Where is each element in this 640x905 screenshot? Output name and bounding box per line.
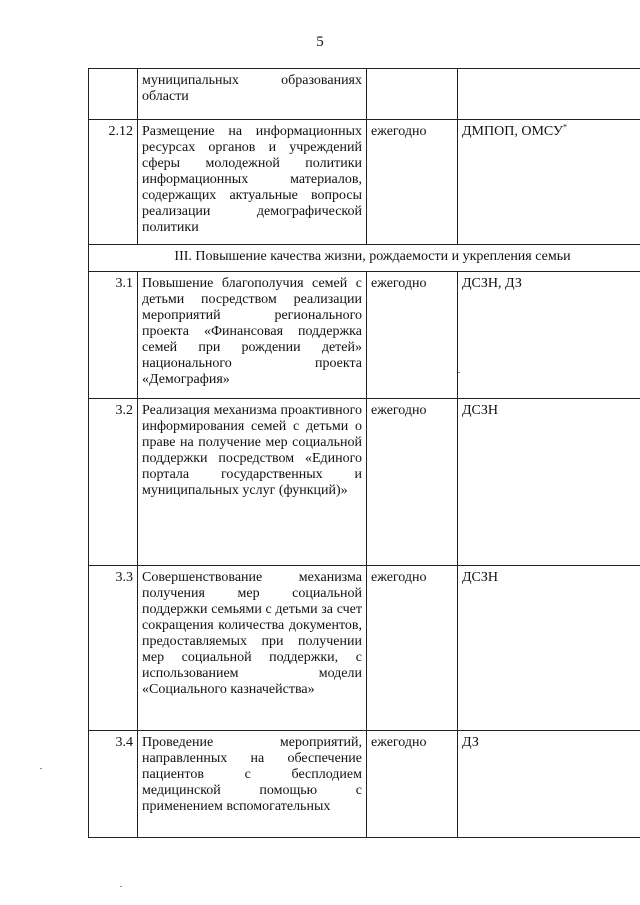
row-action: муниципальных образованиях области [138,69,367,120]
table-row [89,566,640,731]
row-number: 3.4 [89,731,138,838]
row-action: Размещение на информационных ресурсах органов и учреждений сферы молодежной политики информационных материалов, содержащих актуальные вопросы реализации демографической политики [138,120,367,245]
table-row [89,399,640,566]
table-row [89,731,640,838]
row-executor: ДСЗН [458,399,640,566]
row-executor: ДСЗН, ДЗ [458,272,640,399]
row-executor [458,120,640,245]
scan-speck [40,768,42,769]
page-number: 5 [316,34,324,50]
row-executor: ДЗ [458,731,640,838]
row-action: Проведение мероприятий, направленных на обеспечение пациентов с бесплодием медицинской помощью с применением вспомогательных [138,731,367,838]
row-number: 3.1 [89,272,138,399]
row-number: 3.2 [89,399,138,566]
table-row [89,120,640,245]
row-number: 3.3 [89,566,138,731]
scan-speck [120,886,122,887]
row-number: 2.12 [89,120,138,245]
footnote-mark: * [562,122,567,132]
table-row [89,69,640,120]
row-term: ежегодно [367,566,458,731]
table-row [89,272,640,399]
row-term [367,69,458,120]
section-title: III. Повышение качества жизни, рождаемости и укрепления семьи [89,245,640,272]
section-row [89,245,640,272]
row-executor: ДСЗН [458,566,640,731]
row-term: ежегодно [367,272,458,399]
row-term: ежегодно [367,731,458,838]
row-number [89,69,138,120]
row-action: Совершенствование механизма получения мер социальной поддержки семьями с детьми за счет сокращения количества документов, предоставляемых при получении мер социальной поддержки, с использованием модели «Социального казначейства» [138,566,367,731]
row-executor-text: ДМПОП, ОМСУ [462,124,563,139]
row-action: Повышение благополучия семей с детьми посредством реализации мероприятий регионального проекта «Финансовая поддержка семей при рождении детей» национального проекта «Демография» [138,272,367,399]
measures-table [88,68,640,838]
row-action: Реализация механизма проактивного информирования семей с детьми о праве на получение мер социальной поддержки посредством «Единого портала государственных и муниципальных услуг (функций)» [138,399,367,566]
row-term: ежегодно [367,120,458,245]
row-term: ежегодно [367,399,458,566]
scan-speck [458,372,460,373]
row-executor [458,69,640,120]
